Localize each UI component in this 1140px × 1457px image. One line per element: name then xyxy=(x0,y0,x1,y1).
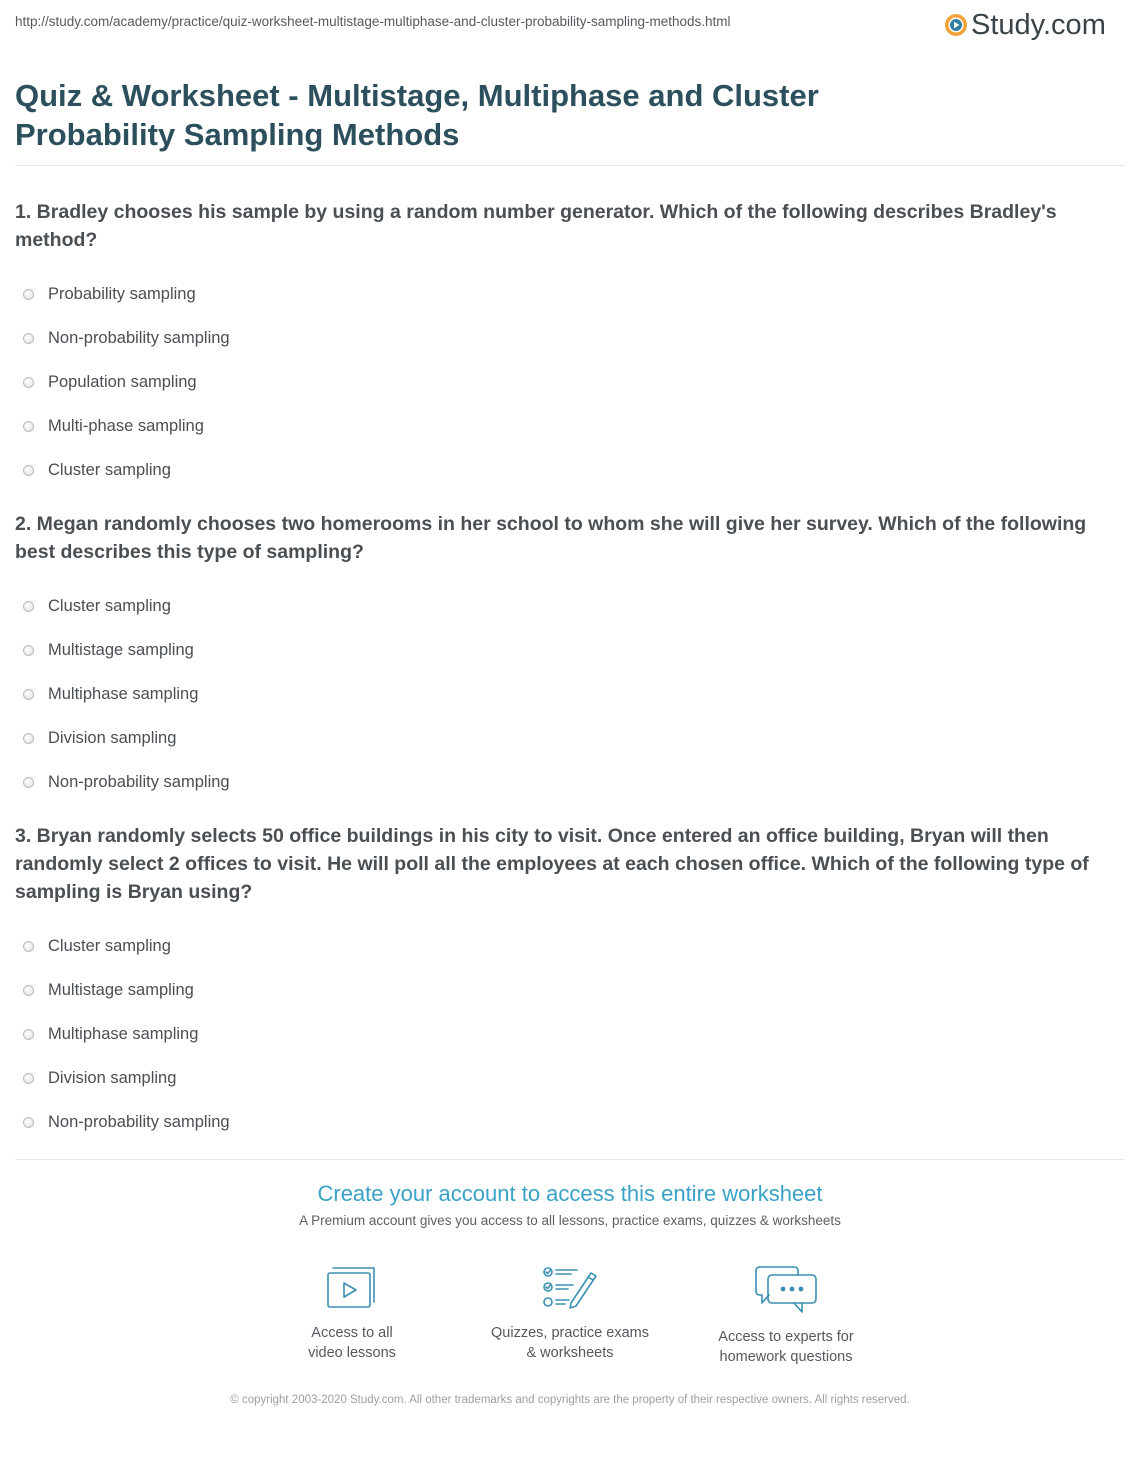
question-text: 3. Bryan randomly selects 50 office buildings in his city to visit. Once entered an office building, Bryan will then randomly select 2 offices to visit. He will poll all the employees at each chosen office. Which of the following type of sampling is Bryan using? xyxy=(15,825,1089,903)
option-label: Cluster sampling xyxy=(48,596,171,615)
radio-icon[interactable] xyxy=(23,1073,34,1084)
copyright-text: © copyright 2003-2020 Study.com. All other trademarks and copyrights are the property of their respective owners. All rights reserved. xyxy=(230,1394,910,1406)
answer-option[interactable] xyxy=(15,584,1125,628)
option-label: Multistage sampling xyxy=(48,640,194,659)
answer-option[interactable] xyxy=(15,716,1125,760)
option-label: Division sampling xyxy=(48,728,177,747)
radio-icon[interactable] xyxy=(23,645,34,656)
radio-icon[interactable] xyxy=(23,289,34,300)
answer-option[interactable] xyxy=(15,1100,1125,1144)
feature-label: Access to all video lessons xyxy=(308,1325,396,1361)
option-label: Multistage sampling xyxy=(48,980,194,999)
cta-subtitle: A Premium account gives you access to all lessons, practice exams, quizzes & worksheets xyxy=(299,1213,841,1228)
options-list xyxy=(15,584,1125,804)
option-label: Multiphase sampling xyxy=(48,684,199,703)
option-label: Cluster sampling xyxy=(48,460,171,479)
question-text: 2. Megan randomly chooses two homerooms in her school to whom she will give her survey. Which of the following best describes this type of sampling? xyxy=(15,513,1087,563)
answer-option[interactable] xyxy=(15,1012,1125,1056)
option-label: Cluster sampling xyxy=(48,936,171,955)
logo-text: Study.com xyxy=(971,9,1106,41)
option-label: Multi-phase sampling xyxy=(48,416,204,435)
quiz-checklist-icon xyxy=(541,1265,599,1311)
create-account-link[interactable]: Create your account to access this entire worksheet xyxy=(317,1181,823,1206)
page-url: http://study.com/academy/practice/quiz-worksheet-multistage-multiphase-and-cluster-probability-sampling-methods.html xyxy=(15,14,731,29)
feature-label: Quizzes, practice exams & worksheets xyxy=(491,1325,649,1361)
answer-option[interactable] xyxy=(15,1056,1125,1100)
feature-quizzes xyxy=(460,1265,680,1363)
radio-icon[interactable] xyxy=(23,465,34,476)
radio-icon[interactable] xyxy=(23,941,34,952)
option-label: Non-probability sampling xyxy=(48,772,230,791)
option-label: Population sampling xyxy=(48,372,197,391)
feature-label: Access to experts for homework questions xyxy=(718,1329,854,1365)
question-1 xyxy=(15,198,1125,492)
answer-option[interactable] xyxy=(15,672,1125,716)
answer-option[interactable] xyxy=(15,448,1125,492)
answer-option[interactable] xyxy=(15,968,1125,1012)
answer-option[interactable] xyxy=(15,628,1125,672)
question-3 xyxy=(15,822,1125,1144)
study-logo[interactable] xyxy=(944,6,1106,44)
answer-option[interactable] xyxy=(15,924,1125,968)
radio-icon[interactable] xyxy=(23,985,34,996)
radio-icon[interactable] xyxy=(23,1029,34,1040)
option-label: Non-probability sampling xyxy=(48,328,230,347)
feature-video-lessons xyxy=(242,1265,462,1363)
option-label: Non-probability sampling xyxy=(48,1112,230,1131)
play-logo-icon xyxy=(944,13,968,37)
video-lesson-icon xyxy=(325,1265,379,1311)
radio-icon[interactable] xyxy=(23,689,34,700)
answer-option[interactable] xyxy=(15,360,1125,404)
options-list xyxy=(15,924,1125,1144)
radio-icon[interactable] xyxy=(23,421,34,432)
options-list xyxy=(15,272,1125,492)
answer-option[interactable] xyxy=(15,272,1125,316)
question-text: 1. Bradley chooses his sample by using a random number generator. Which of the following describes Bradley's method? xyxy=(15,201,1057,251)
answer-option[interactable] xyxy=(15,404,1125,448)
option-label: Division sampling xyxy=(48,1068,177,1087)
radio-icon[interactable] xyxy=(23,333,34,344)
answer-option[interactable] xyxy=(15,316,1125,360)
option-label: Probability sampling xyxy=(48,284,196,303)
radio-icon[interactable] xyxy=(23,733,34,744)
question-2 xyxy=(15,510,1125,804)
radio-icon[interactable] xyxy=(23,601,34,612)
radio-icon[interactable] xyxy=(23,377,34,388)
chat-experts-icon xyxy=(754,1265,818,1315)
title-divider xyxy=(15,165,1125,166)
radio-icon[interactable] xyxy=(23,1117,34,1128)
option-label: Multiphase sampling xyxy=(48,1024,199,1043)
page-title: Quiz & Worksheet - Multistage, Multiphase and Cluster Probability Sampling Methods xyxy=(15,78,819,152)
radio-icon[interactable] xyxy=(23,777,34,788)
feature-experts xyxy=(676,1265,896,1367)
cta-divider xyxy=(15,1159,1125,1160)
answer-option[interactable] xyxy=(15,760,1125,804)
